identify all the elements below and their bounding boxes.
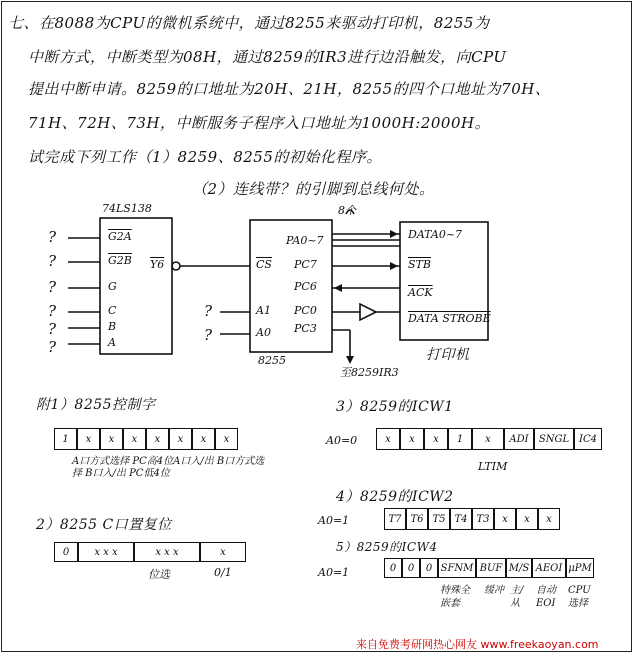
icw2-bit-6: T6 — [406, 508, 428, 530]
pin-c: C — [108, 304, 117, 317]
icw1-bit-7: x — [376, 428, 400, 450]
cw-bit-6: x — [77, 428, 100, 450]
appendix-title-3: 3）8259的ICW1 — [336, 399, 454, 415]
icw4-bit-2: M/S — [506, 558, 532, 578]
problem-line-4: 71H、72H、73H，中断服务子程序入口地址为1000H:2000H。 — [28, 114, 491, 132]
cw-bit-0: x — [215, 428, 238, 450]
appendix-title-2: 2）8255 C口置复位 — [36, 517, 172, 533]
decoder-label: 74LS138 — [102, 202, 152, 215]
question-mark-1: ? — [48, 228, 57, 246]
icw1-bit-0: IC4 — [574, 428, 602, 450]
csr-bits-654: x x x — [78, 542, 134, 562]
cw-notes: A口方式选择 PC高4位A口入/出 B口方式选择 B口入/出 PC低4位 — [72, 456, 265, 479]
cw-bit-4: x — [123, 428, 146, 450]
problem-line-3: 提出中断申请。8259的口地址为20H、21H，8255的四个口地址为70H、 — [28, 80, 551, 98]
pin-g: G — [108, 280, 117, 293]
icw4-bit-4: SFNM — [438, 558, 476, 578]
problem-line-1: 七、在8088为CPU的微机系统中，通过8255来驱动打印机，8255为 — [8, 14, 490, 32]
icw4-note-ms: 主/从 — [510, 585, 524, 609]
icw2-bit-0: x — [538, 508, 560, 530]
question-mark-3: ? — [48, 278, 57, 296]
icw1-note: LTIM — [478, 460, 508, 473]
printer-pin-strobe: DATA STROBE — [408, 312, 491, 325]
pin-a: A — [108, 336, 116, 349]
csr-notes-1: 位选 — [148, 568, 170, 581]
icw4-note-sfnm: 特殊全嵌套 — [440, 585, 470, 609]
icw2-bit-2: x — [494, 508, 516, 530]
icw4-bit-6: 0 — [402, 558, 420, 578]
icw2-prefix: A0=1 — [318, 514, 350, 527]
printer-pin-data: DATA0~7 — [408, 228, 463, 241]
question-mark-2: ? — [48, 252, 57, 270]
pin-a0: A0 — [256, 326, 271, 339]
appendix-title-1: 附1）8255控制字 — [36, 397, 156, 413]
icw1-bit-1: SNGL — [534, 428, 574, 450]
icw2-bit-1: x — [516, 508, 538, 530]
problem-line-5: 试完成下列工作（1）8259、8255的初始化程序。 — [28, 148, 382, 166]
pin-y6: Y6 — [150, 258, 165, 271]
to-8259-label: 至8259IR3 — [340, 366, 399, 379]
icw4-bit-0: μPM — [566, 558, 594, 578]
pin-a1: A1 — [256, 304, 271, 317]
icw4-bit-7: 0 — [384, 558, 402, 578]
icw4-note-aeoi: 自动EOI — [536, 585, 556, 609]
icw4-bit-3: BUF — [476, 558, 506, 578]
cw-bit-5: x — [100, 428, 123, 450]
pin-pc6: PC6 — [294, 280, 317, 293]
printer-pin-stb: $\overline{STB}$ — [408, 258, 431, 271]
question-mark-5: ? — [48, 320, 57, 338]
icw2-bit-3: T3 — [472, 508, 494, 530]
problem-line-2: 中断方式，中断类型为08H，通过8259的IR3进行边沿触发，向CPU — [28, 48, 507, 66]
pin-pc0: PC0 — [294, 304, 317, 317]
icw1-prefix: A0=0 — [326, 434, 358, 447]
cw-bit-3: x — [146, 428, 169, 450]
icw4-note-upm: CPU选择 — [568, 585, 591, 609]
csr-bits-321: x x x — [134, 542, 200, 562]
printer-pin-ack: $\overline{ACK}$ — [408, 286, 433, 299]
appendix-title-4: 4）8259的ICW2 — [336, 489, 454, 505]
pin-pa: PA0~7 — [286, 234, 324, 247]
appendix-title-5: 5）8259的ICW4 — [336, 540, 438, 554]
problem-line-6: （2）连线带？的引脚到总线何处。 — [192, 180, 435, 198]
question-mark-4: ? — [48, 302, 57, 320]
icw1-bit-6: x — [400, 428, 424, 450]
csr-notes-2: 0/1 — [214, 566, 232, 579]
cw-bit-2: x — [169, 428, 192, 450]
icw1-bit-2: ADI — [504, 428, 534, 450]
ppi-label: 8255 — [258, 354, 286, 367]
csr-bit-7: 0 — [54, 542, 78, 562]
footer-source: 来自免费考研网热心网友 www.freekaoyan.com — [356, 638, 599, 651]
icw1-bit-5: x — [424, 428, 448, 450]
icw1-bit-4: 1 — [448, 428, 472, 450]
bus-width-label: 8个 — [338, 204, 356, 217]
icw2-bit-4: T4 — [450, 508, 472, 530]
icw4-bit-1: AEOI — [532, 558, 566, 578]
pin-g2b: G2B — [108, 254, 132, 267]
pin-pc7: PC7 — [294, 258, 317, 271]
pin-b: B — [108, 320, 117, 333]
icw4-prefix: A0=1 — [318, 566, 350, 579]
cw-bit-1: x — [192, 428, 215, 450]
pin-pc3: PC3 — [294, 322, 317, 335]
cw-bit-7: 1 — [54, 428, 77, 450]
icw2-bit-7: T7 — [384, 508, 406, 530]
icw1-bit-3: x — [472, 428, 504, 450]
icw2-bit-5: T5 — [428, 508, 450, 530]
icw4-note-buf: 缓冲 — [484, 585, 504, 596]
printer-label: 打印机 — [426, 347, 470, 363]
question-mark-7: ? — [204, 302, 213, 320]
question-mark-8: ? — [204, 326, 213, 344]
pin-g2a: G2A — [108, 230, 132, 243]
icw4-bit-5: 0 — [420, 558, 438, 578]
pin-cs: $\overline{CS}$ — [256, 258, 272, 271]
question-mark-6: ? — [48, 338, 57, 356]
csr-bit-0: x — [200, 542, 246, 562]
